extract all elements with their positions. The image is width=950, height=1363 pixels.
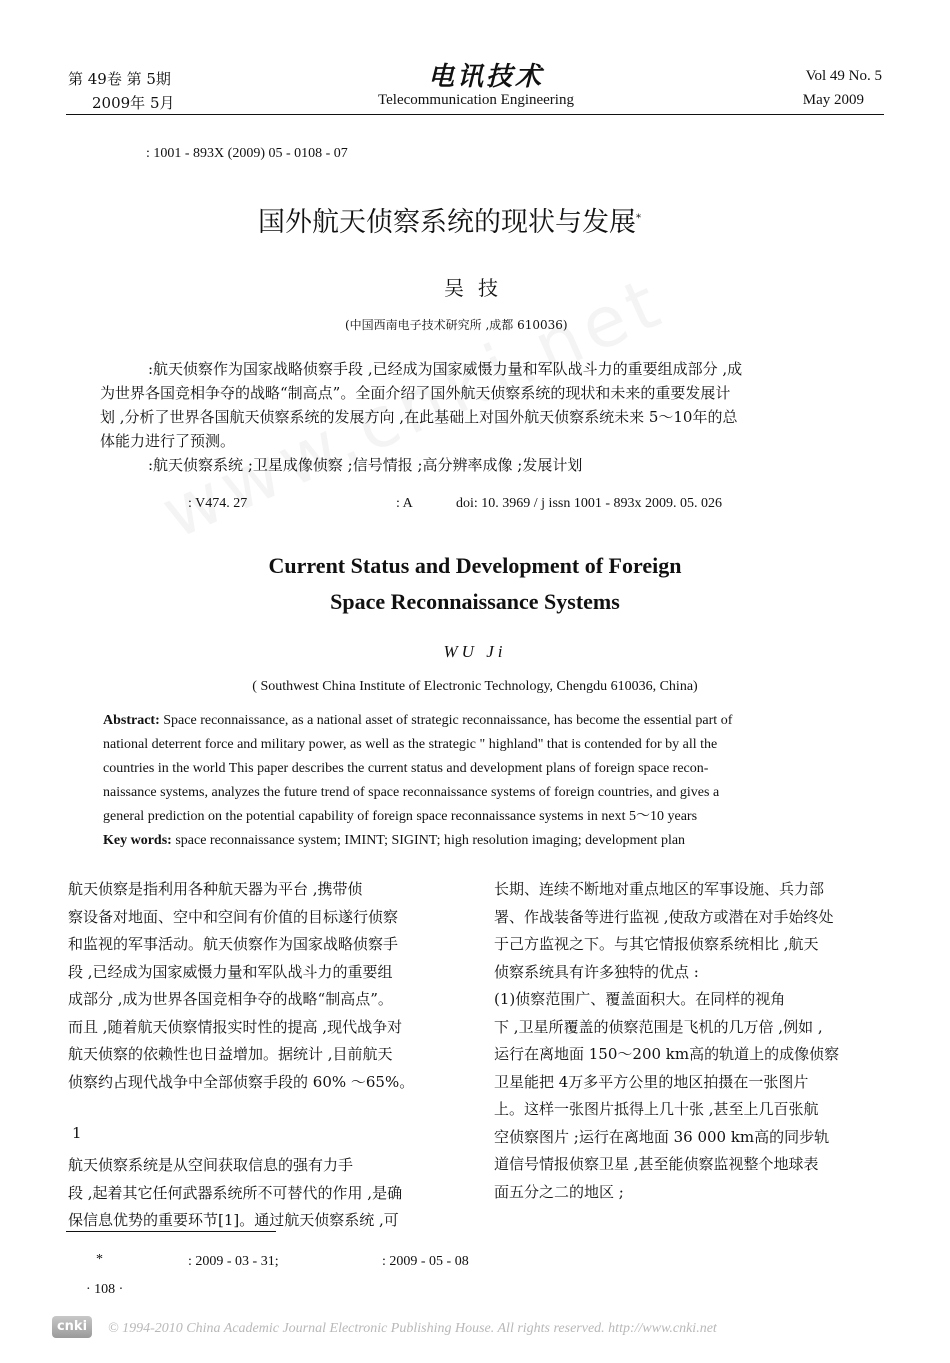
doi: doi: 10. 3969 / j issn 1001 - 893x 2009. 05. 026	[456, 496, 723, 511]
copyright-notice: © 1994-2010 China Academic Journal Electronic Publishing House. All rights reserved. http://www.cnki.net	[108, 1321, 717, 1336]
abstract-en	[103, 709, 863, 853]
body-line: 长期、连续不断地对重点地区的军事设施、兵力部	[494, 880, 825, 898]
body-line: 面五分之二的地区 ;	[494, 1182, 624, 1201]
keywords-cn: :航天侦察系统 ;卫星成像侦察 ;信号情报 ;高分辨率成像 ;发展计划	[148, 456, 583, 474]
abstract-en-line: countries in the world This paper describes the current status and development plans of foreign space recon-	[103, 761, 709, 776]
body-line: 侦察系统具有许多独特的优点 :	[494, 962, 699, 981]
body-line: 卫星能把 4万多平方公里的地区拍摄在一张图片	[494, 1072, 809, 1091]
author-en: WU Ji	[443, 642, 507, 661]
received-date: : 2009 - 03 - 31;	[188, 1254, 279, 1269]
body-line: 署、作战装备等进行监视 ,使敌方或潜在对手始终处	[494, 907, 834, 926]
abstract-en-line: general prediction on the potential capability of foreign space reconnaissance systems in next 5～10 years	[103, 809, 698, 824]
volume-number-en: Vol 49 No. 5	[805, 68, 882, 84]
body-line: (1)侦察范围广、覆盖面积大。在同样的视角	[494, 990, 786, 1008]
abstract-en-line: Space reconnaissance, as a national asset of strategic reconnaissance, has become the essential part of	[163, 713, 733, 728]
body-line: 下 ,卫星所覆盖的侦察范围是飞机的几万倍 ,例如 ,	[494, 1017, 823, 1036]
footnote-rule	[66, 1231, 276, 1232]
abstract-cn-line: 划 ,分析了世界各国航天侦察系统的发展方向 ,在此基础上对国外航天侦察系统未来 5～10年的总	[100, 408, 738, 426]
affiliation-en: ( Southwest China Institute of Electronic Technology, Chengdu 610036, China)	[252, 679, 698, 694]
body-line: 而且 ,随着航天侦察情报实时性的提高 ,现代战争对	[68, 1017, 403, 1036]
abstract-cn-line: 为世界各国竞相争夺的战略“制高点”。全面介绍了国外航天侦察系统的现状和未来的重要发展计	[100, 384, 731, 402]
affiliation-cn: (中国西南电子技术研究所 ,成都 610036)	[345, 318, 568, 332]
body-line: 上。这样一张图片抵得上几十张 ,甚至上几百张航	[494, 1100, 819, 1118]
title-cn	[258, 200, 641, 239]
volume-issue: 第 49卷 第 5期	[68, 70, 171, 88]
header-rule	[66, 114, 884, 115]
body-line: 道信号情报侦察卫星 ,甚至能侦察监视整个地球表	[494, 1155, 819, 1173]
body-line: 航天侦察是指利用各种航天器为平台 ,携带侦	[68, 880, 363, 898]
body-line: 保信息优势的重要环节[1]。通过航天侦察系统 ,可	[68, 1211, 399, 1229]
revised-date: : 2009 - 05 - 08	[382, 1254, 469, 1269]
author-cn: 吴技	[444, 276, 512, 300]
keywords-en: space reconnaissance system; IMINT; SIGINT; high resolution imaging; development plan	[175, 833, 686, 848]
cnki-logo: cnki	[52, 1316, 92, 1338]
body-line: 段 ,已经成为国家威慑力量和军队战斗力的重要组	[68, 962, 393, 981]
abstract-cn	[100, 357, 742, 477]
body-right-column	[494, 876, 839, 1206]
journal-name-en: Telecommunication Engineering	[378, 92, 574, 108]
abstract-en-line: national deterrent force and military power, as well as the strategic " highland" that is contended for by all the	[103, 737, 718, 752]
date-en: May 2009	[802, 92, 864, 108]
body-line: 段 ,起着其它任何武器系统所不可替代的作用 ,是确	[68, 1183, 403, 1202]
body-line: 成部分 ,成为世界各国竞相争夺的战略“制高点”。	[68, 990, 393, 1008]
body-line: 侦察约占现代战争中全部侦察手段的 60% ～65%。	[68, 1072, 415, 1091]
title-footnote-mark: *	[636, 213, 641, 224]
body-left-column-2	[68, 1152, 402, 1235]
body-line: 航天侦察系统是从空间获取信息的强有力手	[68, 1156, 354, 1174]
classification-code: : V474. 27	[188, 496, 248, 511]
abstract-cn-line: 体能力进行了预测。	[100, 432, 236, 450]
abstract-cn-line: :航天侦察作为国家战略侦察手段 ,已经成为国家威慑力量和军队战斗力的重要组成部分 ,成	[148, 360, 743, 378]
page-number: · 108 ·	[86, 1282, 124, 1297]
title-en-line1: Current Status and Development of Foreign	[268, 553, 682, 578]
keywords-en-label: Key words:	[103, 833, 172, 848]
body-line: 察设备对地面、空中和空间有价值的目标遂行侦察	[68, 907, 399, 926]
body-line: 航天侦察的依赖性也日益增加。据统计 ,目前航天	[68, 1045, 393, 1063]
body-line: 空侦察图片 ;运行在离地面 36 000 km高的同步轨	[494, 1127, 830, 1146]
abstract-en-label: Abstract:	[103, 713, 160, 728]
issue-date: 2009年 5月	[92, 94, 175, 112]
abstract-en-line: naissance systems, analyzes the future trend of space reconnaissance systems of foreign countries, and gives a	[103, 785, 720, 800]
body-line: 于己方监视之下。与其它情报侦察系统相比 ,航天	[494, 935, 819, 953]
body-left-column	[68, 876, 414, 1096]
footnote-mark: *	[96, 1252, 103, 1267]
title-en-line2: Space Reconnaissance Systems	[330, 589, 620, 614]
body-line: 和监视的军事活动。航天侦察作为国家战略侦察手	[68, 935, 399, 953]
article-number: : 1001 - 893X (2009) 05 - 0108 - 07	[146, 146, 348, 161]
document-code: : A	[396, 496, 413, 511]
journal-logo: 电讯技术	[428, 62, 545, 92]
section-heading-1: 1	[72, 1124, 82, 1142]
title-cn-text: 国外航天侦察系统的现状与发展	[258, 207, 636, 238]
body-line: 运行在离地面 150～200 km高的轨道上的成像侦察	[494, 1045, 840, 1063]
